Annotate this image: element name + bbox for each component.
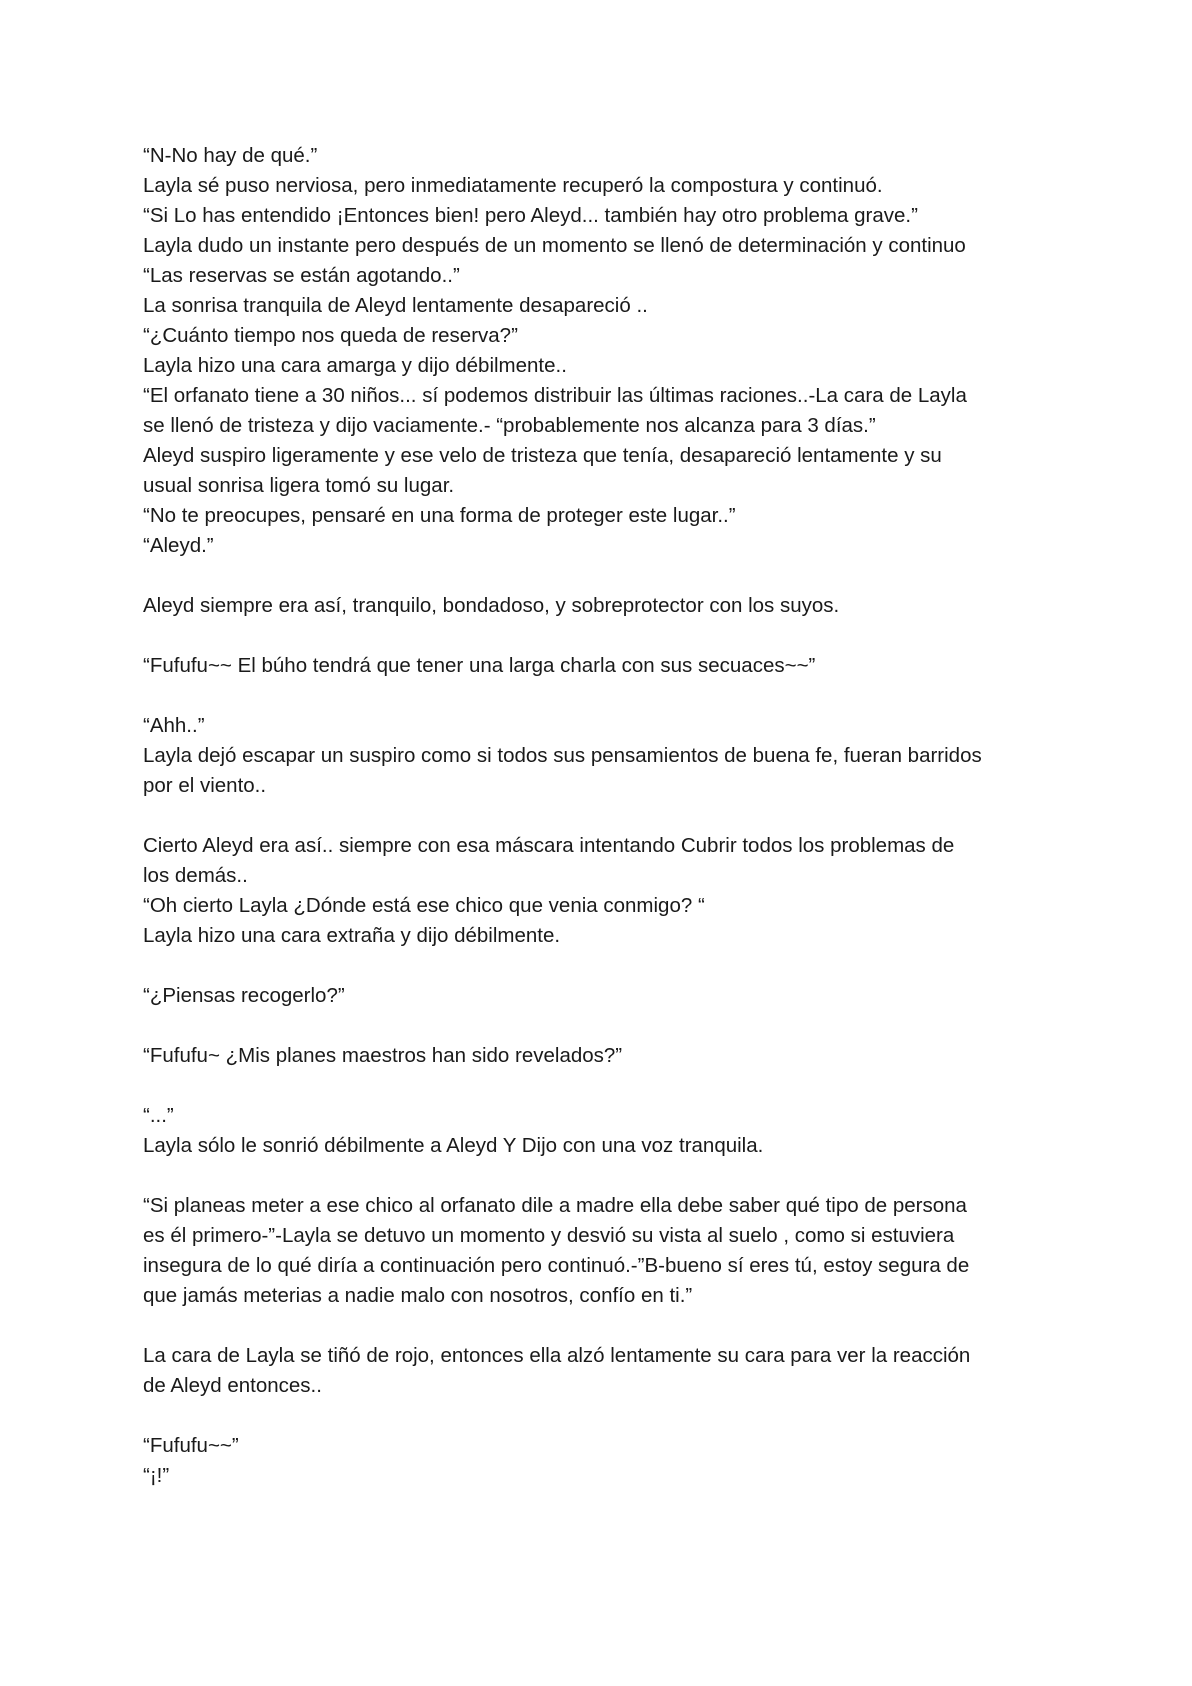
text-line: se llenó de tristeza y dijo vaciamente.- “probablemente nos alcanza para 3 días.” <box>143 414 876 437</box>
text-line: Layla sé puso nerviosa, pero inmediatamente recuperó la compostura y continuó. <box>143 174 883 197</box>
text-line: Layla hizo una cara amarga y dijo débilmente.. <box>143 354 567 377</box>
text-line: “...” <box>143 1104 174 1127</box>
text-line: de Aleyd entonces.. <box>143 1374 322 1397</box>
text-line: La sonrisa tranquila de Aleyd lentamente desapareció .. <box>143 294 648 317</box>
paragraph-gap <box>143 621 1048 651</box>
paragraph-gap <box>143 1161 1048 1191</box>
paragraph-gap <box>143 1071 1048 1101</box>
text-line: que jamás meterias a nadie malo con nosotros, confío en ti.” <box>143 1284 693 1307</box>
text-line: insegura de lo qué diría a continuación pero continuó.-”B-bueno sí eres tú, estoy segura de <box>143 1254 970 1277</box>
text-line: “Fufufu~~” <box>143 1434 239 1457</box>
text-line: “Ahh..” <box>143 714 205 737</box>
text-line: “¡!” <box>143 1464 170 1487</box>
text-line: “N-No hay de qué.” <box>143 144 318 167</box>
text-line: “Si planeas meter a ese chico al orfanato dile a madre ella debe saber qué tipo de persona <box>143 1194 967 1217</box>
text-line: “Fufufu~ ¿Mis planes maestros han sido revelados?” <box>143 1044 623 1067</box>
text-line: “No te preocupes, pensaré en una forma de proteger este lugar..” <box>143 504 736 527</box>
text-line: Layla sólo le sonrió débilmente a Aleyd Y Dijo con una voz tranquila. <box>143 1134 764 1157</box>
paragraph-gap <box>143 681 1048 711</box>
paragraph-gap <box>143 1401 1048 1431</box>
paragraph-gap <box>143 801 1048 831</box>
text-line: “Las reservas se están agotando..” <box>143 264 460 287</box>
paragraph-gap <box>143 951 1048 981</box>
text-line: Layla dudo un instante pero después de un momento se llenó de determinación y continuo <box>143 234 966 257</box>
text-line: es él primero-”-Layla se detuvo un momento y desvió su vista al suelo , como si estuviera <box>143 1224 955 1247</box>
text-line: “El orfanato tiene a 30 niños... sí podemos distribuir las últimas raciones..-La cara de Layla <box>143 384 967 407</box>
text-line: “Aleyd.” <box>143 534 214 557</box>
text-line: los demás.. <box>143 864 248 887</box>
text-line: Aleyd siempre era así, tranquilo, bondadoso, y sobreprotector con los suyos. <box>143 594 840 617</box>
text-line: usual sonrisa ligera tomó su lugar. <box>143 474 455 497</box>
text-line: Cierto Aleyd era así.. siempre con esa máscara intentando Cubrir todos los problemas de <box>143 834 955 857</box>
text-line: “¿Cuánto tiempo nos queda de reserva?” <box>143 324 518 347</box>
text-line: La cara de Layla se tiñó de rojo, entonces ella alzó lentamente su cara para ver la reacción <box>143 1344 971 1367</box>
paragraph-gap <box>143 1311 1048 1341</box>
document-text <box>143 141 1048 1491</box>
paragraph-gap <box>143 561 1048 591</box>
text-line: Aleyd suspiro ligeramente y ese velo de tristeza que tenía, desapareció lentamente y su <box>143 444 942 467</box>
paragraph-gap <box>143 1011 1048 1041</box>
text-line: por el viento.. <box>143 774 267 797</box>
text-line: Layla dejó escapar un suspiro como si todos sus pensamientos de buena fe, fueran barridos <box>143 744 982 767</box>
text-line: Layla hizo una cara extraña y dijo débilmente. <box>143 924 561 947</box>
text-line: “Fufufu~~ El búho tendrá que tener una larga charla con sus secuaces~~” <box>143 654 816 677</box>
text-line: “Oh cierto Layla ¿Dónde está ese chico que venia conmigo? “ <box>143 894 705 917</box>
text-line: “Si Lo has entendido ¡Entonces bien! pero Aleyd... también hay otro problema grave.” <box>143 204 918 227</box>
text-line: “¿Piensas recogerlo?” <box>143 984 345 1007</box>
